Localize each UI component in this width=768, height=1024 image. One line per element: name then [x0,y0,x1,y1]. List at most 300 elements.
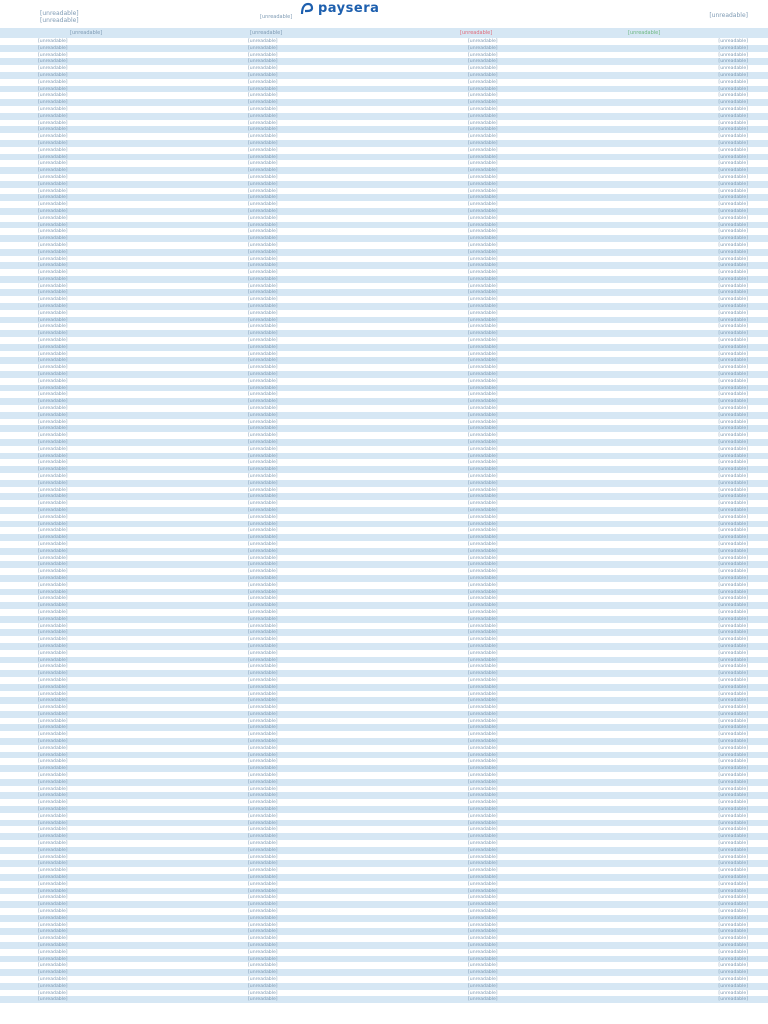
cell-party: [unreadable] [468,555,498,561]
cell-date: [unreadable] [38,208,68,214]
cell-description: [unreadable] [248,623,278,629]
cell-description: [unreadable] [248,392,278,398]
cell-amount: [unreadable] [718,841,748,847]
cell-description: [unreadable] [248,168,278,174]
table-row [0,228,768,235]
cell-party: [unreadable] [468,541,498,547]
table-row [0,724,768,731]
table-row [0,133,768,140]
cell-date: [unreadable] [38,813,68,819]
cell-description: [unreadable] [248,555,278,561]
cell-description: [unreadable] [248,440,278,446]
table-row [0,38,768,45]
cell-date: [unreadable] [38,895,68,901]
cell-amount: [unreadable] [718,997,748,1003]
cell-date: [unreadable] [38,793,68,799]
table-row [0,711,768,718]
cell-date: [unreadable] [38,66,68,72]
cell-amount: [unreadable] [718,684,748,690]
cell-amount: [unreadable] [718,276,748,282]
transactions-table [0,38,768,1024]
cell-party: [unreadable] [468,942,498,948]
cell-amount: [unreadable] [718,453,748,459]
cell-amount: [unreadable] [718,113,748,119]
table-row [0,364,768,371]
table-row [0,52,768,59]
cell-description: [unreadable] [248,406,278,412]
cell-description: [unreadable] [248,229,278,235]
cell-description: [unreadable] [248,188,278,194]
cell-date: [unreadable] [38,134,68,140]
cell-description: [unreadable] [248,140,278,146]
cell-date: [unreadable] [38,847,68,853]
cell-description: [unreadable] [248,732,278,738]
cell-description: [unreadable] [248,290,278,296]
cell-description: [unreadable] [248,147,278,153]
cell-party: [unreadable] [468,997,498,1003]
cell-date: [unreadable] [38,147,68,153]
table-row [0,922,768,929]
cell-party: [unreadable] [468,630,498,636]
cell-date: [unreadable] [38,86,68,92]
cell-amount: [unreadable] [718,358,748,364]
cell-party: [unreadable] [468,677,498,683]
cell-party: [unreadable] [468,474,498,479]
cell-amount: [unreadable] [718,895,748,901]
table-row [0,888,768,895]
table-row [0,541,768,548]
cell-amount: [unreadable] [718,215,748,221]
cell-date: [unreadable] [38,732,68,738]
cell-amount: [unreadable] [718,521,748,527]
cell-date: [unreadable] [38,786,68,792]
cell-party: [unreadable] [468,290,498,296]
cell-amount: [unreadable] [718,970,748,976]
cell-amount: [unreadable] [718,562,748,568]
cell-amount: [unreadable] [718,310,748,316]
cell-party: [unreadable] [468,310,498,316]
cell-description: [unreadable] [248,72,278,78]
cell-amount: [unreadable] [718,127,748,133]
table-row [0,976,768,983]
cell-amount: [unreadable] [718,487,748,493]
cell-party: [unreadable] [468,875,498,881]
cell-date: [unreadable] [38,433,68,439]
cell-amount: [unreadable] [718,637,748,643]
cell-date: [unreadable] [38,759,68,765]
cell-amount: [unreadable] [718,535,748,541]
cell-party: [unreadable] [468,168,498,174]
cell-description: [unreadable] [248,501,278,507]
cell-description: [unreadable] [248,630,278,636]
cell-date: [unreadable] [38,888,68,894]
cell-amount: [unreadable] [718,317,748,323]
cell-party: [unreadable] [468,718,498,724]
cell-date: [unreadable] [38,317,68,323]
table-row [0,616,768,623]
cell-description: [unreadable] [248,521,278,527]
cell-description: [unreadable] [248,154,278,160]
cell-party: [unreadable] [468,922,498,928]
cell-description: [unreadable] [248,569,278,575]
table-row [0,160,768,167]
cell-party: [unreadable] [468,154,498,160]
cell-description: [unreadable] [248,263,278,269]
cell-amount: [unreadable] [718,372,748,378]
table-row [0,820,768,827]
cell-party: [unreadable] [468,528,498,534]
cell-amount: [unreadable] [718,467,748,473]
cell-amount: [unreadable] [718,283,748,289]
cell-description: [unreadable] [248,575,278,581]
cell-description: [unreadable] [248,467,278,473]
table-row [0,854,768,861]
cell-description: [unreadable] [248,800,278,806]
cell-party: [unreadable] [468,548,498,554]
cell-party: [unreadable] [468,535,498,541]
statement-title [40,10,79,24]
cell-party: [unreadable] [468,807,498,813]
cell-description: [unreadable] [248,39,278,44]
cell-description: [unreadable] [248,249,278,255]
cell-amount: [unreadable] [718,657,748,663]
cell-date: [unreadable] [38,195,68,201]
cell-description: [unreadable] [248,174,278,180]
cell-amount: [unreadable] [718,426,748,432]
cell-party: [unreadable] [468,52,498,58]
table-row [0,65,768,72]
cell-description: [unreadable] [248,474,278,479]
cell-date: [unreadable] [38,453,68,459]
cell-date: [unreadable] [38,168,68,174]
cell-amount: [unreadable] [718,270,748,276]
table-row [0,956,768,963]
cell-party: [unreadable] [468,276,498,282]
table-row [0,779,768,786]
cell-amount: [unreadable] [718,990,748,996]
cell-party: [unreadable] [468,446,498,452]
cell-date: [unreadable] [38,127,68,133]
cell-description: [unreadable] [248,222,278,228]
cell-amount: [unreadable] [718,501,748,507]
cell-party: [unreadable] [468,256,498,262]
table-row [0,990,768,997]
paysera-logo-icon [300,2,314,16]
table-row [0,602,768,609]
cell-date: [unreadable] [38,535,68,541]
cell-description: [unreadable] [248,718,278,724]
cell-date: [unreadable] [38,909,68,914]
cell-amount: [unreadable] [718,480,748,486]
cell-date: [unreadable] [38,120,68,126]
cell-description: [unreadable] [248,331,278,337]
table-row [0,58,768,65]
table-row [0,996,768,1003]
cell-party: [unreadable] [468,344,498,350]
cell-description: [unreadable] [248,351,278,357]
cell-party: [unreadable] [468,514,498,520]
table-row [0,589,768,596]
table-row [0,99,768,106]
table-row [0,140,768,147]
cell-party: [unreadable] [468,671,498,677]
cell-amount: [unreadable] [718,643,748,649]
cell-party: [unreadable] [468,467,498,473]
cell-date: [unreadable] [38,739,68,745]
cell-amount: [unreadable] [718,59,748,65]
cell-date: [unreadable] [38,188,68,194]
cell-party: [unreadable] [468,881,498,887]
cell-description: [unreadable] [248,705,278,711]
cell-date: [unreadable] [38,548,68,554]
cell-date: [unreadable] [38,113,68,119]
table-row [0,643,768,650]
cell-date: [unreadable] [38,650,68,656]
cell-amount: [unreadable] [718,195,748,201]
cell-description: [unreadable] [248,786,278,792]
cell-party: [unreadable] [468,745,498,751]
cell-date: [unreadable] [38,154,68,160]
cell-date: [unreadable] [38,705,68,711]
cell-date: [unreadable] [38,630,68,636]
cell-amount: [unreadable] [718,752,748,758]
cell-party: [unreadable] [468,990,498,996]
cell-date: [unreadable] [38,861,68,867]
cell-amount: [unreadable] [718,72,748,78]
cell-date: [unreadable] [38,711,68,717]
cell-date: [unreadable] [38,589,68,595]
cell-party: [unreadable] [468,507,498,513]
cell-description: [unreadable] [248,698,278,704]
cell-party: [unreadable] [468,820,498,826]
table-row [0,235,768,242]
table-row [0,799,768,806]
cell-date: [unreadable] [38,514,68,520]
cell-date: [unreadable] [38,467,68,473]
cell-amount: [unreadable] [718,698,748,704]
cell-amount: [unreadable] [718,106,748,112]
cell-amount: [unreadable] [718,671,748,677]
cell-party: [unreadable] [468,433,498,439]
cell-amount: [unreadable] [718,120,748,126]
cell-description: [unreadable] [248,372,278,378]
cell-date: [unreadable] [38,603,68,609]
cell-party: [unreadable] [468,120,498,126]
cell-party: [unreadable] [468,956,498,962]
cell-date: [unreadable] [38,331,68,337]
cell-party: [unreadable] [468,909,498,914]
cell-description: [unreadable] [248,365,278,371]
cell-party: [unreadable] [468,936,498,942]
cell-amount: [unreadable] [718,548,748,554]
cell-party: [unreadable] [468,521,498,527]
table-row [0,466,768,473]
cell-party: [unreadable] [468,793,498,799]
cell-date: [unreadable] [38,841,68,847]
cell-date: [unreadable] [38,827,68,833]
cell-description: [unreadable] [248,514,278,520]
cell-date: [unreadable] [38,202,68,208]
cell-amount: [unreadable] [718,344,748,350]
cell-party: [unreadable] [468,181,498,187]
table-row [0,935,768,942]
table-row [0,256,768,263]
cell-description: [unreadable] [248,909,278,914]
cell-date: [unreadable] [38,616,68,622]
cell-amount: [unreadable] [718,378,748,384]
cell-description: [unreadable] [248,875,278,881]
cell-amount: [unreadable] [718,875,748,881]
table-row [0,691,768,698]
table-row [0,283,768,290]
cell-party: [unreadable] [468,609,498,615]
table-row [0,670,768,677]
cell-amount: [unreadable] [718,888,748,894]
cell-party: [unreadable] [468,134,498,140]
cell-description: [unreadable] [248,956,278,962]
cell-description: [unreadable] [248,616,278,622]
cell-party: [unreadable] [468,419,498,425]
cell-description: [unreadable] [248,79,278,85]
cell-date: [unreadable] [38,249,68,255]
table-row [0,833,768,840]
cell-date: [unreadable] [38,779,68,785]
cell-date: [unreadable] [38,487,68,493]
cell-description: [unreadable] [248,385,278,391]
cell-description: [unreadable] [248,745,278,751]
table-row [0,86,768,93]
table-row [0,677,768,684]
cell-party: [unreadable] [468,331,498,337]
cell-party: [unreadable] [468,766,498,772]
cell-amount: [unreadable] [718,759,748,765]
cell-description: [unreadable] [248,480,278,486]
cell-party: [unreadable] [468,202,498,208]
cell-party: [unreadable] [468,976,498,982]
cell-date: [unreadable] [38,555,68,561]
cell-date: [unreadable] [38,344,68,350]
cell-amount: [unreadable] [718,766,748,772]
cell-amount: [unreadable] [718,324,748,330]
cell-party: [unreadable] [468,684,498,690]
cell-description: [unreadable] [248,310,278,316]
cell-date: [unreadable] [38,256,68,262]
table-row [0,548,768,555]
table-row [0,174,768,181]
cell-date: [unreadable] [38,39,68,44]
cell-amount: [unreadable] [718,541,748,547]
cell-party: [unreadable] [468,589,498,595]
cell-party: [unreadable] [468,494,498,500]
cell-amount: [unreadable] [718,256,748,262]
cell-description: [unreadable] [248,202,278,208]
table-row [0,357,768,364]
cell-description: [unreadable] [248,976,278,982]
cell-amount: [unreadable] [718,630,748,636]
cell-party: [unreadable] [468,358,498,364]
cell-description: [unreadable] [248,582,278,588]
cell-date: [unreadable] [38,773,68,779]
table-row [0,908,768,915]
cell-party: [unreadable] [468,161,498,167]
cell-amount: [unreadable] [718,249,748,255]
cell-party: [unreadable] [468,779,498,785]
cell-amount: [unreadable] [718,154,748,160]
cell-date: [unreadable] [38,868,68,874]
cell-amount: [unreadable] [718,140,748,146]
cell-party: [unreadable] [468,100,498,106]
cell-description: [unreadable] [248,161,278,167]
table-row [0,928,768,935]
cell-amount: [unreadable] [718,820,748,826]
cell-date: [unreadable] [38,222,68,228]
cell-date: [unreadable] [38,276,68,282]
cell-description: [unreadable] [248,942,278,948]
cell-party: [unreadable] [468,582,498,588]
cell-description: [unreadable] [248,100,278,106]
cell-party: [unreadable] [468,929,498,935]
table-row [0,561,768,568]
cell-description: [unreadable] [248,106,278,112]
cell-party: [unreadable] [468,888,498,894]
cell-party: [unreadable] [468,208,498,214]
cell-party: [unreadable] [468,759,498,765]
cell-date: [unreadable] [38,236,68,242]
cell-description: [unreadable] [248,643,278,649]
cell-amount: [unreadable] [718,827,748,833]
cell-description: [unreadable] [248,446,278,452]
cell-description: [unreadable] [248,120,278,126]
cell-amount: [unreadable] [718,263,748,269]
cell-description: [unreadable] [248,358,278,364]
cell-amount: [unreadable] [718,507,748,513]
cell-description: [unreadable] [248,242,278,248]
cell-amount: [unreadable] [718,575,748,581]
table-row [0,704,768,711]
cell-party: [unreadable] [468,365,498,371]
cell-party: [unreadable] [468,440,498,446]
table-row [0,860,768,867]
cell-date: [unreadable] [38,72,68,78]
cell-party: [unreadable] [468,643,498,649]
table-row [0,718,768,725]
cell-description: [unreadable] [248,297,278,303]
cell-date: [unreadable] [38,59,68,65]
brand-logo [300,1,379,16]
table-row [0,269,768,276]
table-row [0,113,768,120]
cell-amount: [unreadable] [718,290,748,296]
cell-description: [unreadable] [248,134,278,140]
cell-amount: [unreadable] [718,616,748,622]
cell-description: [unreadable] [248,752,278,758]
cell-date: [unreadable] [38,752,68,758]
cell-description: [unreadable] [248,548,278,554]
table-row [0,480,768,487]
statement-datetime: [unreadable] [709,12,748,19]
cell-party: [unreadable] [468,949,498,955]
cell-party: [unreadable] [468,304,498,310]
cell-party: [unreadable] [468,113,498,119]
table-row [0,72,768,79]
cell-amount: [unreadable] [718,351,748,357]
cell-description: [unreadable] [248,902,278,908]
cell-date: [unreadable] [38,569,68,575]
table-row [0,120,768,127]
cell-date: [unreadable] [38,446,68,452]
cell-date: [unreadable] [38,834,68,840]
cell-date: [unreadable] [38,929,68,935]
